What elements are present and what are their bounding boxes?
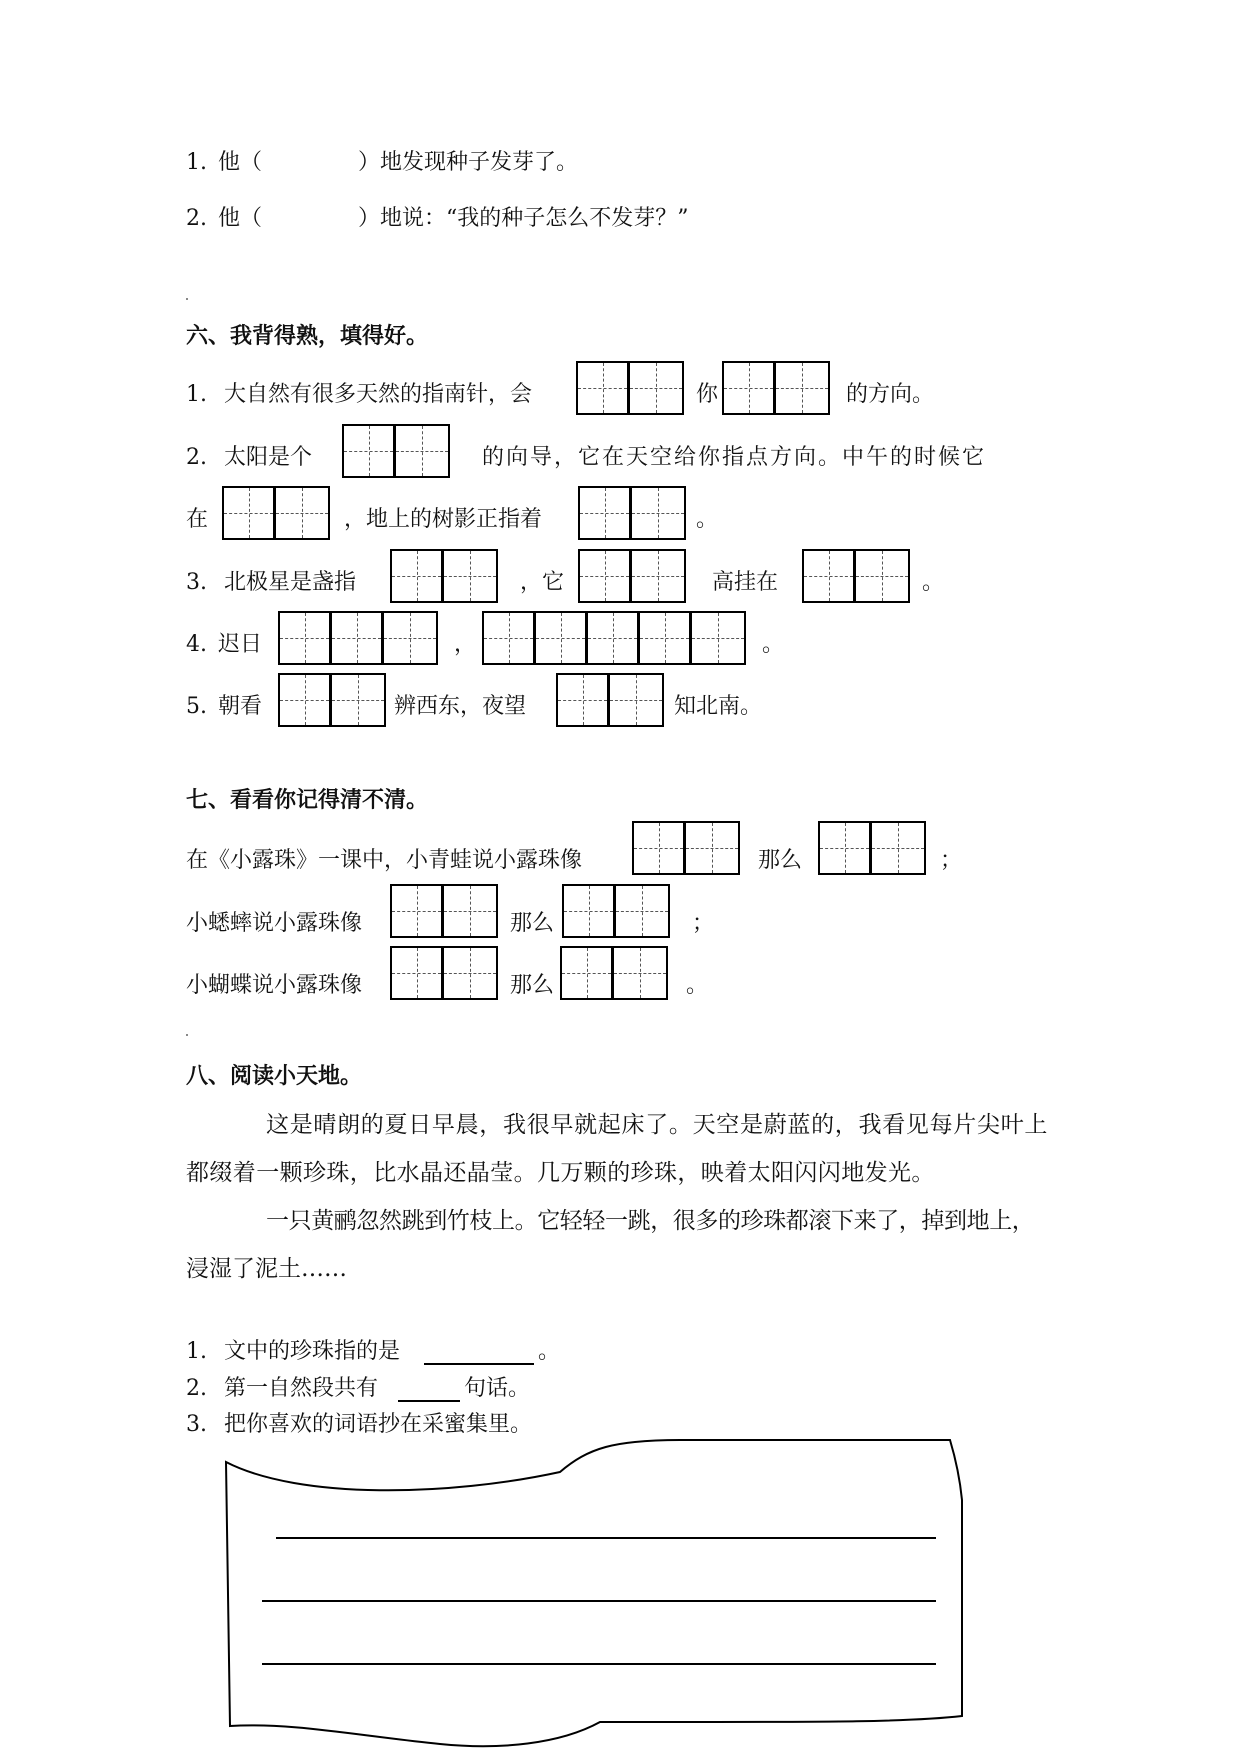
s6-q2-text4: ，地上的树影正指着 [344, 507, 543, 532]
s8-para1-line1: 这是晴朗的夏日早晨，我很早就起床了。天空是蔚蓝的，我看见每片尖叶上 [266, 1112, 1049, 1138]
s6-q3-text3: 高挂在 [712, 570, 779, 595]
s6-q5-text1: 朝看 [218, 694, 263, 719]
section8-title: 八、阅读小天地。 [186, 1064, 363, 1089]
s6-q2-num: 2. [186, 445, 207, 470]
q5-1-text-b: ）地发现种子发芽了。 [358, 150, 579, 175]
s6-q4-num: 4. [186, 632, 207, 657]
s8-para1-line2: 都缀着一颗珍珠，比水晶还晶莹。几万颗的珍珠，映着太阳闪闪地发光。 [186, 1160, 935, 1186]
s6-q4-text1: 迟日 [218, 632, 263, 657]
s6-q4-text2: ， [454, 632, 477, 657]
section7-title: 七、看看你记得清不清。 [186, 788, 429, 813]
section6-title: 六、我背得熟，填得好。 [186, 324, 429, 349]
s6-q3-text1: 北极星是盏指 [224, 570, 357, 595]
s7-l2-text1: 小蟋蟀说小露珠像 [186, 911, 363, 936]
s6-q5-text2: 辨西东，夜望 [394, 694, 527, 719]
q5-1-text-a: 他（ [218, 150, 263, 175]
q5-2-num: 2. [186, 206, 207, 231]
s8-q2-num: 2. [186, 1376, 207, 1401]
s6-q3-num: 3. [186, 570, 207, 595]
s8-q2-text2: 句话。 [464, 1376, 531, 1401]
s7-l3-text1: 小蝴蝶说小露珠像 [186, 973, 363, 998]
s8-para2-line1: 一只黄鹂忽然跳到竹枝上。它轻轻一跳，很多的珍珠都滚下来了，掉到地上， [266, 1208, 1035, 1234]
s6-q5-num: 5. [186, 694, 207, 719]
s7-l1-text3: ； [940, 848, 963, 873]
s8-q1-text1: 文中的珍珠指的是 [224, 1339, 401, 1364]
s6-q3-text2: ，它 [520, 570, 565, 595]
s6-q2-text3: 在 [186, 507, 209, 532]
s7-l1-text1: 在《小露珠》一课中，小青蛙说小露珠像 [186, 848, 583, 873]
q5-2-text-b: ）地说：“我的种子怎么不发芽？” [358, 206, 689, 231]
s6-q1-text3: 的方向。 [846, 382, 935, 407]
s6-q4-text3: 。 [762, 632, 785, 657]
s8-q1-num: 1. [186, 1339, 207, 1364]
s8-q1-text2: 。 [538, 1339, 561, 1364]
s6-q5-text3: 知北南。 [674, 694, 763, 719]
s6-q1-text2: 你 [696, 382, 719, 407]
s7-l2-text3: ； [692, 911, 715, 936]
q5-1-num: 1. [186, 150, 207, 175]
s8-q3-num: 3. [186, 1412, 207, 1437]
s7-l1-text2: 那么 [758, 848, 803, 873]
s8-q3-text1: 把你喜欢的词语抄在采蜜集里。 [224, 1412, 533, 1437]
s6-q3-text4: 。 [922, 570, 945, 595]
scroll-outline [226, 1440, 962, 1746]
q5-2-text-a: 他（ [218, 206, 263, 231]
s7-l3-text3: 。 [686, 973, 709, 998]
s6-q2-text5: 。 [696, 507, 719, 532]
s7-l3-text2: 那么 [510, 973, 555, 998]
s7-l2-text2: 那么 [510, 911, 555, 936]
s8-q2-text1: 第一自然段共有 [224, 1376, 379, 1401]
s6-q1-num: 1. [186, 382, 207, 407]
s8-para2-line2: 浸湿了泥土…… [186, 1256, 347, 1282]
s6-q2-text1: 太阳是个 [224, 445, 313, 470]
s6-q2-text2: 的向导，它在天空给你指点方向。中午的时候它 [482, 445, 987, 470]
s6-q1-text1: 大自然有很多天然的指南针，会 [224, 382, 533, 407]
